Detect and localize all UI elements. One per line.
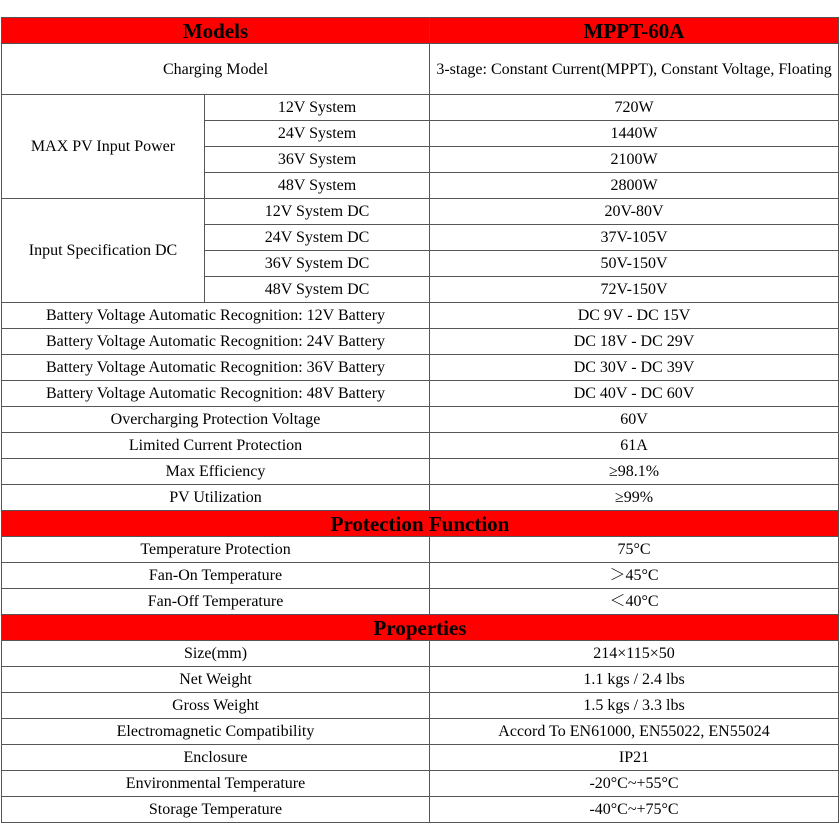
spec-value: -20°C~+55°C	[430, 771, 839, 797]
header-row	[2, 18, 839, 44]
models-header: Models	[2, 18, 430, 44]
spec-label: Electromagnetic Compatibility	[2, 719, 430, 745]
properties-header: Properties	[2, 615, 839, 641]
model-name-header: MPPT-60A	[430, 18, 839, 44]
table-row	[2, 797, 839, 823]
input-spec-value: 20V-80V	[430, 199, 839, 225]
table-row	[2, 381, 839, 407]
table-row	[2, 719, 839, 745]
input-spec-value: 37V-105V	[430, 225, 839, 251]
spec-label: Fan-On Temperature	[2, 563, 430, 589]
table-row	[2, 433, 839, 459]
spec-value: DC 18V - DC 29V	[430, 329, 839, 355]
max-pv-value: 2100W	[430, 147, 839, 173]
spec-value: 214×115×50	[430, 641, 839, 667]
spec-label: PV Utilization	[2, 485, 430, 511]
spec-label: Battery Voltage Automatic Recognition: 24V Battery	[2, 329, 430, 355]
spec-value: DC 30V - DC 39V	[430, 355, 839, 381]
spec-label: Fan-Off Temperature	[2, 589, 430, 615]
table-row	[2, 537, 839, 563]
section-header-row	[2, 511, 839, 537]
spec-label: Enclosure	[2, 745, 430, 771]
max-pv-value: 1440W	[430, 121, 839, 147]
input-spec-sub: 36V System DC	[205, 251, 430, 277]
spec-value: DC 9V - DC 15V	[430, 303, 839, 329]
spec-label: Environmental Temperature	[2, 771, 430, 797]
table-row	[2, 95, 839, 121]
spec-label: Battery Voltage Automatic Recognition: 12V Battery	[2, 303, 430, 329]
spec-value: -40°C~+75°C	[430, 797, 839, 823]
input-spec-sub: 48V System DC	[205, 277, 430, 303]
table-row	[2, 485, 839, 511]
spec-label: Net Weight	[2, 667, 430, 693]
spec-label: Battery Voltage Automatic Recognition: 36V Battery	[2, 355, 430, 381]
spec-table	[1, 17, 839, 823]
spec-value: 1.5 kgs / 3.3 lbs	[430, 693, 839, 719]
table-row	[2, 745, 839, 771]
input-spec-value: 72V-150V	[430, 277, 839, 303]
max-pv-sub: 36V System	[205, 147, 430, 173]
table-row	[2, 407, 839, 433]
table-row	[2, 44, 839, 95]
spec-value: 60V	[430, 407, 839, 433]
spec-value: DC 40V - DC 60V	[430, 381, 839, 407]
max-pv-sub: 48V System	[205, 173, 430, 199]
input-spec-sub: 24V System DC	[205, 225, 430, 251]
max-pv-sub: 24V System	[205, 121, 430, 147]
spec-value: ＜40°C	[430, 589, 839, 615]
max-pv-sub: 12V System	[205, 95, 430, 121]
table-row	[2, 355, 839, 381]
max-pv-label: MAX PV Input Power	[2, 95, 205, 199]
table-row	[2, 329, 839, 355]
spec-value: Accord To EN61000, EN55022, EN55024	[430, 719, 839, 745]
spec-label: Limited Current Protection	[2, 433, 430, 459]
table-row	[2, 459, 839, 485]
spec-label: Size(mm)	[2, 641, 430, 667]
spec-label: Max Efficiency	[2, 459, 430, 485]
spec-value: ＞45°C	[430, 563, 839, 589]
table-row	[2, 693, 839, 719]
spec-value: ≥98.1%	[430, 459, 839, 485]
table-row	[2, 667, 839, 693]
spec-value: IP21	[430, 745, 839, 771]
spec-value: ≥99%	[430, 485, 839, 511]
spec-label: Temperature Protection	[2, 537, 430, 563]
charging-model-value: 3-stage: Constant Current(MPPT), Constant Voltage, Floating	[430, 44, 839, 95]
spec-label: Overcharging Protection Voltage	[2, 407, 430, 433]
max-pv-value: 720W	[430, 95, 839, 121]
table-row	[2, 641, 839, 667]
input-spec-sub: 12V System DC	[205, 199, 430, 225]
table-row	[2, 199, 839, 225]
max-pv-value: 2800W	[430, 173, 839, 199]
spec-value: 75°C	[430, 537, 839, 563]
spec-label: Gross Weight	[2, 693, 430, 719]
charging-model-label: Charging Model	[2, 44, 430, 95]
table-row	[2, 303, 839, 329]
spec-value: 61A	[430, 433, 839, 459]
table-row	[2, 771, 839, 797]
input-spec-value: 50V-150V	[430, 251, 839, 277]
table-row	[2, 589, 839, 615]
spec-value: 1.1 kgs / 2.4 lbs	[430, 667, 839, 693]
table-row	[2, 563, 839, 589]
protection-function-header: Protection Function	[2, 511, 839, 537]
spec-label: Battery Voltage Automatic Recognition: 48V Battery	[2, 381, 430, 407]
spec-label: Storage Temperature	[2, 797, 430, 823]
section-header-row	[2, 615, 839, 641]
input-spec-label: Input Specification DC	[2, 199, 205, 303]
